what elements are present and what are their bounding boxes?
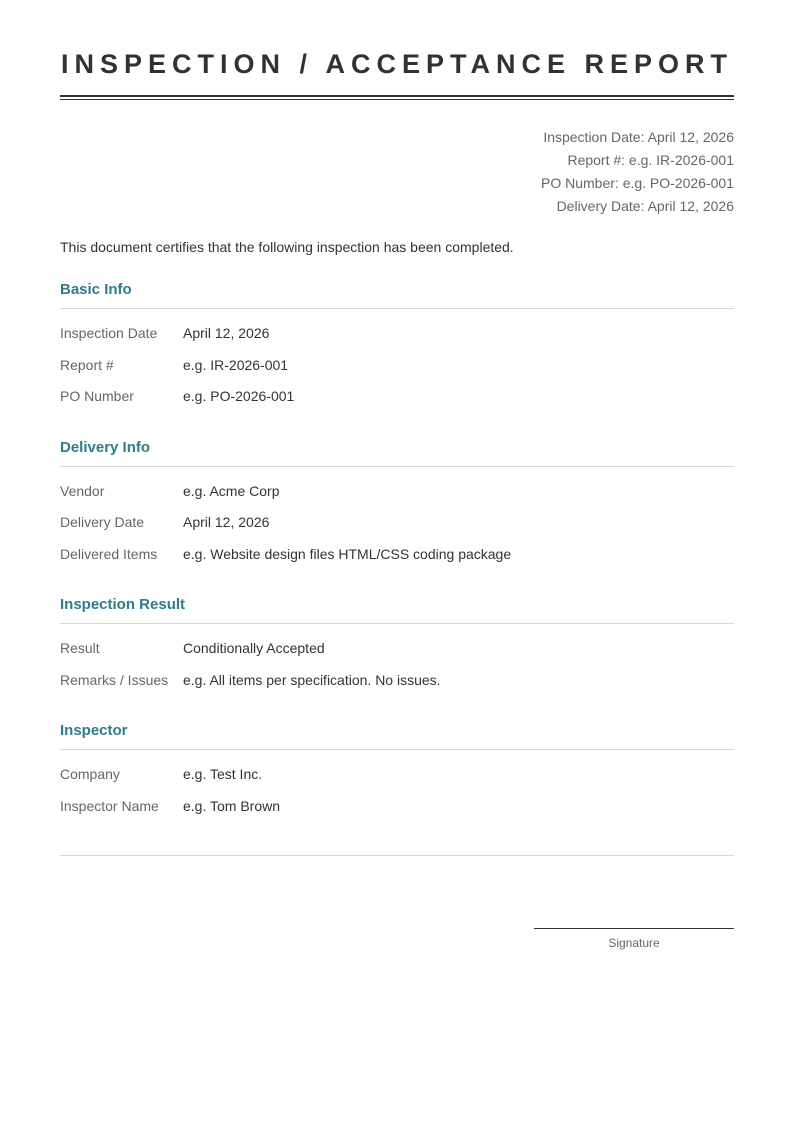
meta-inspection-date: Inspection Date: April 12, 2026	[543, 129, 734, 145]
field-row	[60, 636, 734, 668]
field-row	[60, 321, 734, 353]
field-row	[60, 510, 734, 542]
meta-delivery-date: Delivery Date: April 12, 2026	[556, 198, 734, 214]
field-label: Company	[60, 766, 120, 782]
section-basic-info	[60, 278, 734, 416]
report-title: INSPECTION / ACCEPTANCE REPORT	[60, 49, 734, 79]
field-value: April 12, 2026	[183, 514, 270, 530]
intro-text: This document certifies that the following inspection has been completed.	[60, 239, 514, 255]
section-divider	[60, 308, 734, 309]
signature-line	[534, 928, 734, 950]
field-value: e.g. All items per specification. No issues.	[183, 671, 441, 688]
title-divider-thin	[60, 99, 734, 100]
section-divider	[60, 623, 734, 624]
field-label: Inspection Date	[60, 325, 158, 341]
report-page	[60, 0, 734, 856]
report-meta	[60, 126, 734, 218]
section-title: Inspection Result	[60, 596, 186, 613]
field-label: Vendor	[60, 482, 105, 499]
section-delivery-info	[60, 436, 734, 574]
field-value: e.g. PO-2026-001	[183, 388, 295, 404]
section-inspection-result	[60, 593, 734, 699]
field-label: Delivered Items	[60, 545, 158, 562]
field-label: Delivery Date	[60, 514, 145, 530]
section-divider	[60, 466, 734, 467]
field-row	[60, 542, 734, 574]
bottom-divider	[60, 855, 734, 856]
field-label: Inspector Name	[60, 797, 159, 814]
field-value: Conditionally Accepted	[183, 640, 325, 656]
field-value: e.g. Acme Corp	[183, 482, 280, 499]
field-row	[60, 384, 734, 416]
signature-label: Signature	[608, 936, 660, 950]
section-divider	[60, 749, 734, 750]
section-title: Inspector	[60, 722, 128, 739]
field-value: e.g. Tom Brown	[183, 797, 281, 814]
field-label: Report #	[60, 356, 114, 373]
meta-report-number: Report #: e.g. IR-2026-001	[567, 152, 734, 168]
field-label: PO Number	[60, 388, 134, 404]
field-value: e.g. IR-2026-001	[183, 356, 289, 373]
field-value: April 12, 2026	[183, 325, 270, 341]
field-label: Result	[60, 640, 100, 656]
title-divider	[60, 95, 734, 97]
section-inspector	[60, 719, 734, 825]
field-value: e.g. Test Inc.	[183, 766, 263, 782]
field-label: Remarks / Issues	[60, 671, 169, 688]
field-row	[60, 479, 734, 511]
meta-po-number: PO Number: e.g. PO-2026-001	[541, 175, 734, 191]
section-title: Delivery Info	[60, 438, 151, 456]
field-row	[60, 668, 734, 700]
field-row	[60, 353, 734, 385]
section-title: Basic Info	[60, 281, 132, 298]
field-row	[60, 794, 734, 826]
field-value: e.g. Website design files HTML/CSS coding package	[183, 545, 512, 562]
field-row	[60, 762, 734, 794]
